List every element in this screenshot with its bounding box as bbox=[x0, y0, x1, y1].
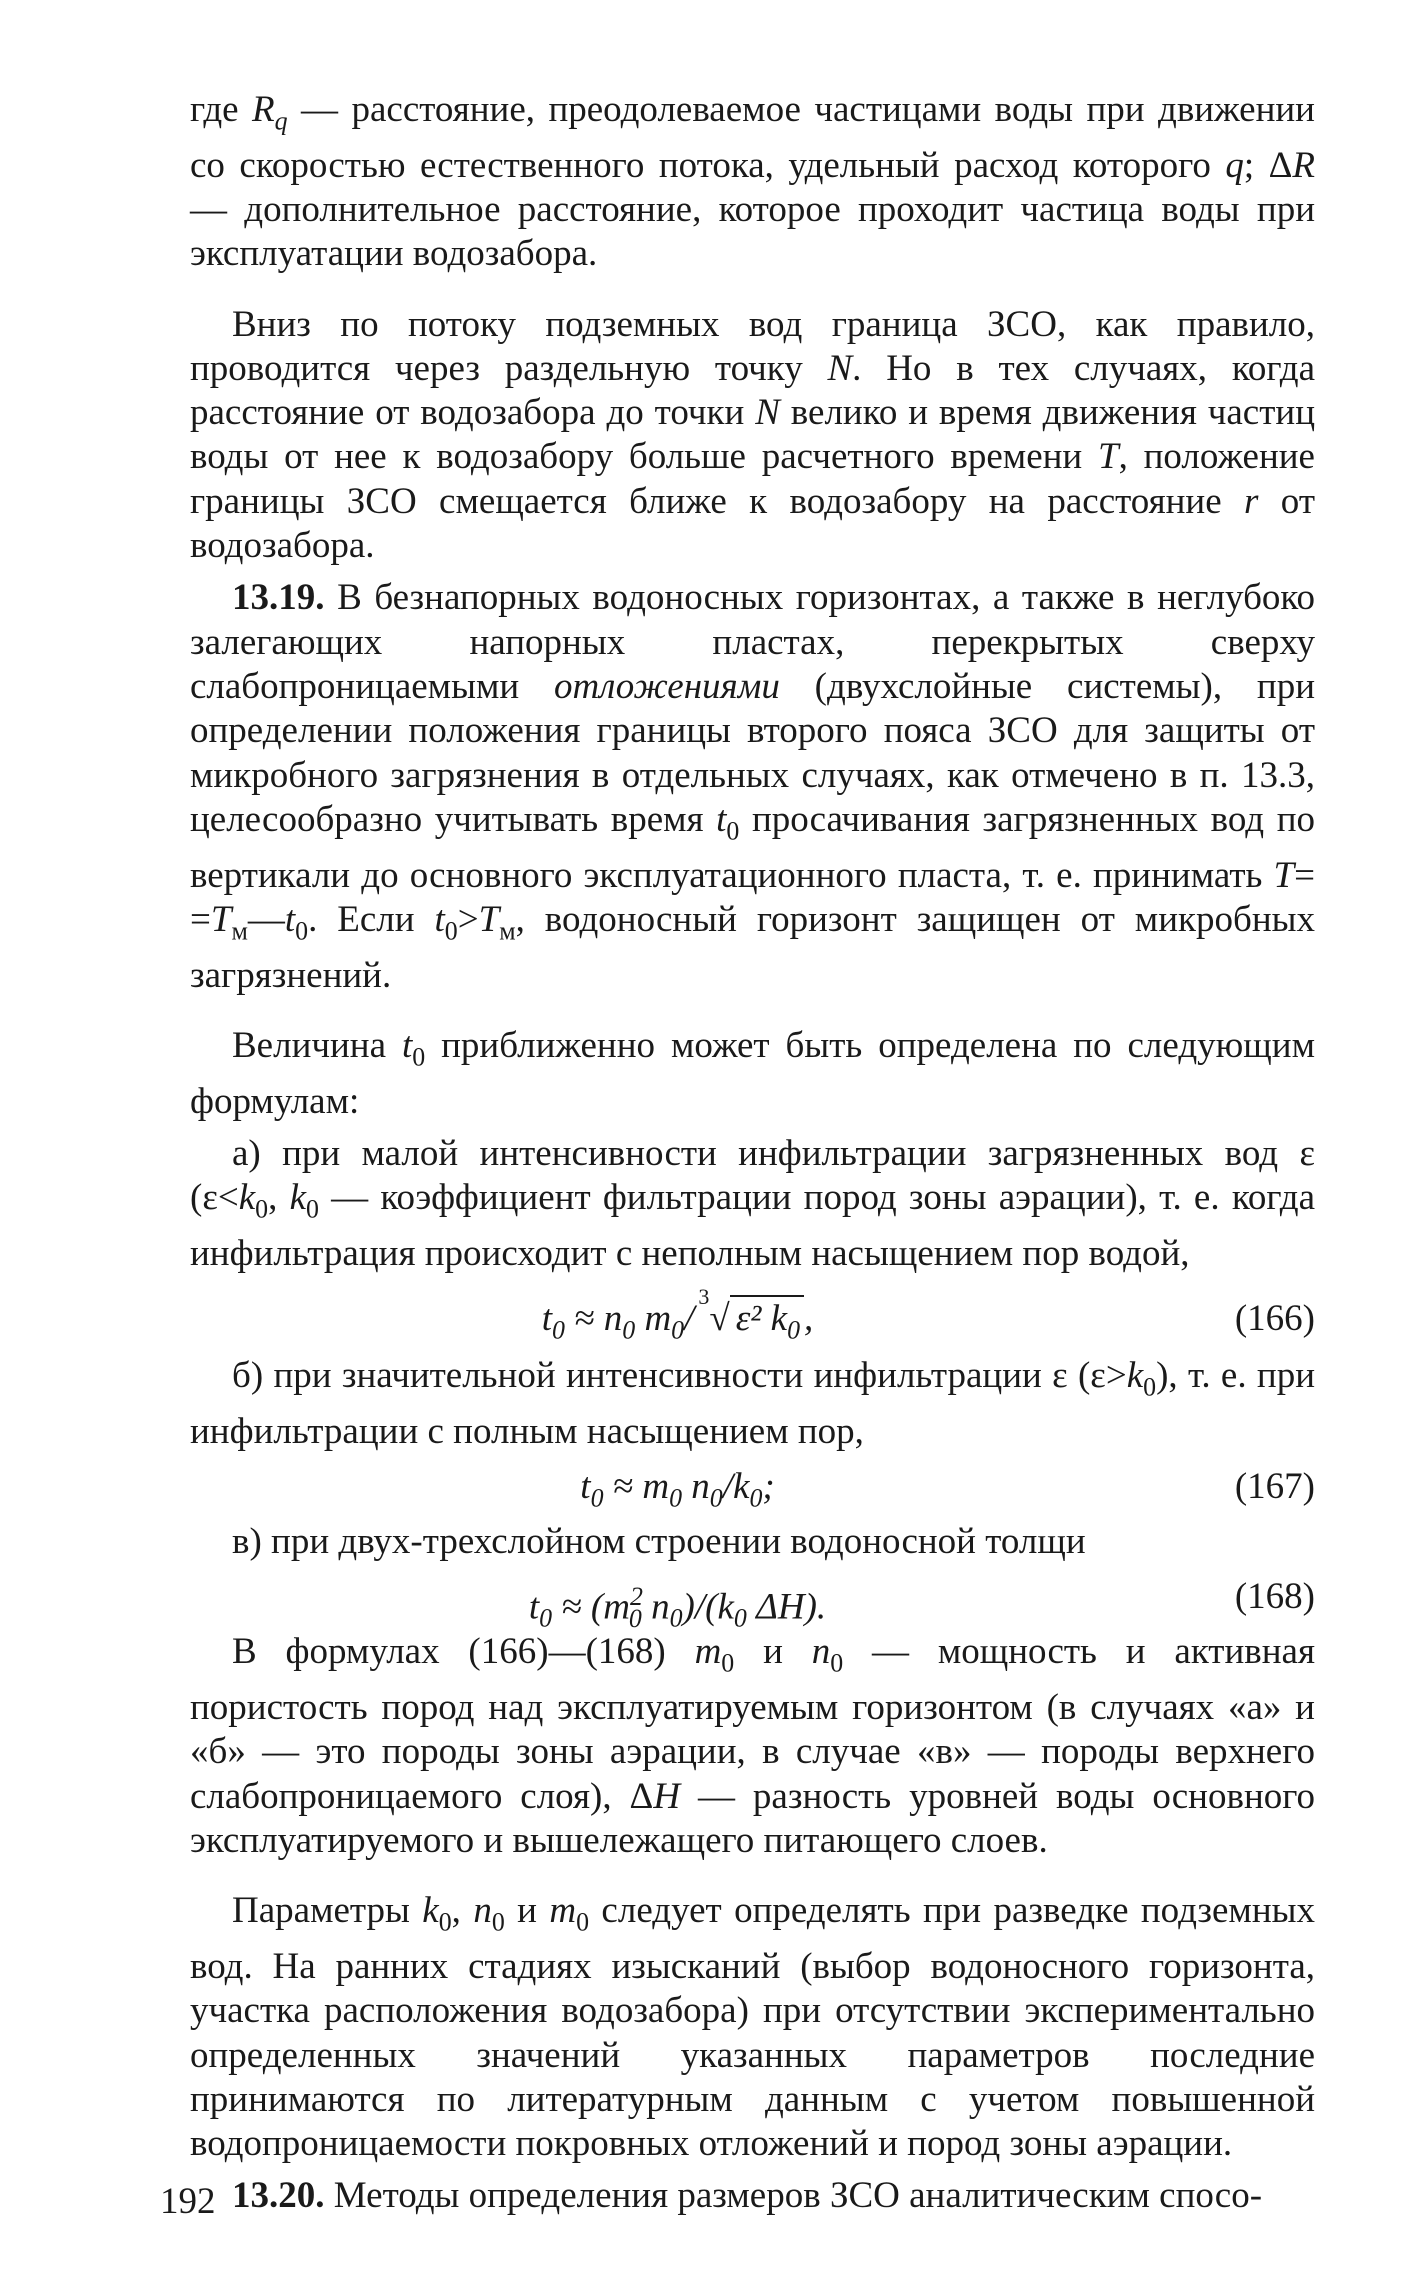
paragraph-13-19: 13.19. В безнапорных водоносных горизонтах, а также в неглубоко залегающих напорных пластах, перекрытых сверху слабопроницаемыми отложениями (двухслойные системы), при определении положения границы второго пояса ЗСО для защиты от микробного загрязнения в отдельных случаях, как отмечено в п. 13.3, целесообразно учитывать время $t_0$ просачивания загрязненных вод по вертикали до основного эксплуатационного пласта, т. е. принимать $T= =T_м—t_0$. Если $t_0>T_м$, водоносный горизонт защищен от микробных загрязнений. bbox=[190, 577, 1316, 996]
page-body bbox=[190, 88, 1315, 2219]
section-number: 13.20. bbox=[232, 2175, 325, 2217]
paragraph-13-20-text: Методы определения размеров ЗСО аналитическим спосо- bbox=[324, 2175, 1263, 2217]
paragraph-4: Величина $t_0$ приближенно может быть определена по следующим формулам: bbox=[190, 1024, 1315, 1122]
equation-166-body: $t_0 \approx n_0$ $m_0/^3√$ ε² $k_0$ , bbox=[190, 1280, 1165, 1369]
page-number: 192 bbox=[160, 2181, 216, 2222]
paragraph-case-a: а) при малой интенсивности инфильтрации загрязненных вод ε ($\varepsilon<k_0$, $k_0$ — коэффициент фильтрации пород зоны аэрации), т. е. когда инфильтрация происходит с неполным насыщением пор водой, bbox=[190, 1132, 1315, 1274]
equation-167-body: $t_0 \approx m_0$ $n_0/k_0$; bbox=[580, 1466, 775, 1513]
section-number: 13.19. bbox=[232, 577, 325, 619]
paragraph-13-20 bbox=[190, 2174, 1315, 2218]
equation-168-number: (168) bbox=[1234, 1576, 1315, 1618]
paragraph-9: Параметры $k_0$, $n_0$ и $m_0$ следует определять при разведке подземных вод. На ранних стадиях изысканий (выбор водоносного горизонта, участка расположения водозабора) при отсутствии экспериментально определенных значений указанных параметров последние принимаются по литературным данным с учетом повышенной водопроницаемости покровных отложений и пород зоны аэрации. bbox=[190, 1890, 1316, 2165]
paragraph-8: В формулах (166)—(168) $m_0$ и $n_0$ — мощность и активная пористость пород над эксплуатируемым горизонтом (в случаях «а» и «б» — это породы зоны аэрации, в случае «в» — породы верхнего слабопроницаемого слоя), ΔH — разность уровней воды основного эксплуатируемого и вышележащего питающего слоев. bbox=[190, 1631, 1315, 1861]
paragraph-case-b: б) при значительной интенсивности инфильтрации ε $(\varepsilon>k_0)$, т. е. при инфильтрации с полным насыщением пор, bbox=[190, 1355, 1315, 1452]
paragraph-1: где $R_q$ — расстояние, преодолеваемое частицами воды при движении со скоростью естественного потока, удельный расход которого q; ΔR — дополнительное расстояние, которое проходит частица воды при эксплуатации водозабора. bbox=[190, 89, 1315, 275]
equation-167 bbox=[190, 1458, 1315, 1516]
equation-168-body: $t_0 \approx (m^2_0$ $n_0)/(k_0$ ΔH). bbox=[528, 1582, 827, 1634]
equation-167-number: (167) bbox=[1234, 1466, 1315, 1508]
paragraph-case-c: в) при двух-трехслойном строении водоносной толщи bbox=[232, 1521, 1086, 1563]
equation-168 bbox=[190, 1568, 1315, 1634]
equation-166 bbox=[190, 1280, 1315, 1350]
equation-166-number: (166) bbox=[1234, 1298, 1315, 1340]
paragraph-2: Вниз по потоку подземных вод граница ЗСО, как правило, проводится через раздельную точку N. Но в тех случаях, когда расстояние от водозабора до точки N велико и время движения частиц воды от нее к водозабору больше расчетного времени T, положение границы ЗСО смещается ближе к водозабору на расстояние r от водозабора. bbox=[190, 303, 1315, 567]
